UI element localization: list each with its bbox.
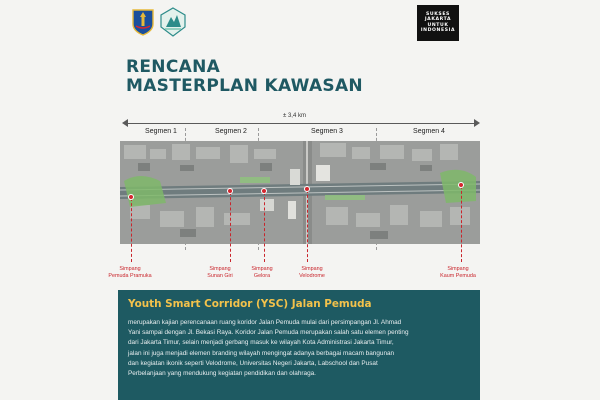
map-pin-icon [458, 182, 464, 188]
body-line: jalan ini juga menjadi elemen branding wilayah mengingat adanya berbagai macam bangunan [128, 349, 395, 357]
brand-line: UNTUK [427, 22, 449, 28]
label-line: Simpang [251, 266, 273, 272]
brand-line: JAKARTA [424, 17, 452, 23]
body-line: Perbelanjaan yang mendukung kegiatan pendidikan dan olahraga. [128, 370, 316, 378]
pin-line [264, 192, 265, 262]
arrow-left-icon [122, 119, 128, 127]
brand-line: SUKSES [426, 12, 450, 17]
east-jakarta-logo-icon [160, 7, 186, 37]
segment-label-1: Segmen 1 [145, 128, 177, 135]
label-line: Simpang [447, 266, 469, 272]
map-pin-icon [304, 186, 310, 192]
pin-line [230, 192, 231, 262]
label-line: Simpang [119, 266, 141, 272]
map-pin-icon [128, 194, 134, 200]
panel-body [128, 318, 472, 379]
title-line-2: MASTERPLAN KAWASAN [126, 76, 363, 96]
body-line: dan kegiatan ikonik seperti Velodrome, Universitas Negeri Jakarta, Labschool dan Pusat [128, 359, 378, 367]
jakarta-crest-icon [131, 8, 155, 36]
label-line: Pemuda Pramuka [108, 272, 152, 279]
brand-badge [417, 5, 459, 41]
map-pin-icon [261, 188, 267, 194]
page-title [126, 58, 363, 96]
brand-line: INDONESIA [420, 28, 456, 34]
label-line: Simpang [209, 266, 231, 272]
segment-label-3: Segmen 3 [311, 128, 343, 135]
panel-title: Youth Smart Corridor (YSC) Jalan Pemuda [128, 298, 372, 310]
pin-line [307, 190, 308, 262]
pin-line [131, 198, 132, 262]
distance-label: ± 3,4 km [283, 113, 306, 119]
body-line: merupakan kajian perencanaan ruang koridor Jalan Pemuda mulai dari persimpangan Jl. Ahmad [128, 319, 402, 326]
segment-label-4: Segmen 4 [413, 128, 445, 135]
map-pin-icon [227, 188, 233, 194]
distance-line [124, 123, 476, 124]
title-line-1: RENCANA [126, 57, 221, 77]
intersection-label-4 [282, 266, 342, 279]
label-line: Kaum Pemuda [440, 272, 476, 279]
pin-line [461, 186, 462, 262]
body-line: dari Jakarta Timur, selain menjadi gerbang masuk ke wilayah Kota Administrasi Jakarta Timur, [128, 339, 394, 347]
masterplan-map [120, 141, 480, 244]
body-line: Yani sampai dengan Jl. Bekasi Raya. Koridor Jalan Pemuda merupakan salah satu elemen penting [128, 329, 409, 337]
label-line: Simpang [301, 266, 323, 272]
intersection-label-5 [428, 266, 488, 279]
segment-label-2: Segmen 2 [215, 128, 247, 135]
label-line: Sunan Giri [207, 272, 233, 279]
label-line: Gelora [253, 272, 271, 279]
arrow-right-icon [474, 119, 480, 127]
intersection-label-1 [100, 266, 160, 279]
label-line: Velodrome [299, 272, 325, 279]
